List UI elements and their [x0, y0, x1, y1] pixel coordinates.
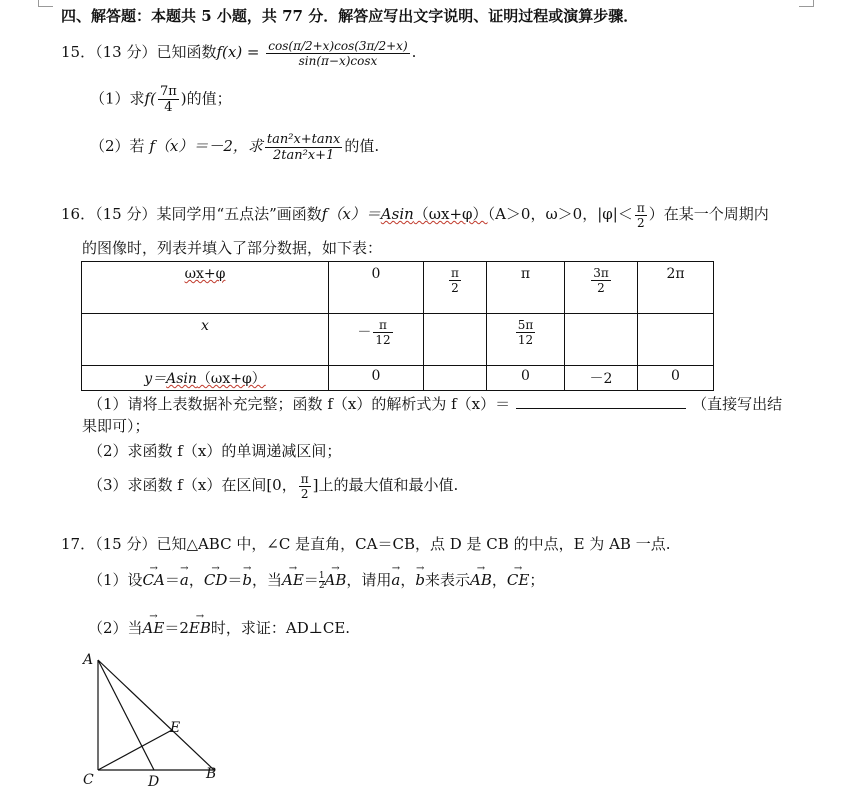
y-arg: （ωx+φ） — [196, 371, 266, 387]
label-B: B — [206, 766, 217, 782]
q15-p1-den: 4 — [164, 100, 173, 115]
eq: ＝ — [303, 571, 319, 589]
q16-part3 — [88, 470, 458, 501]
q15-p2-condition: f（x）＝－2，求 — [149, 137, 263, 155]
triangle-figure — [76, 648, 226, 793]
segment-AD — [98, 660, 154, 770]
comma: ， — [491, 571, 507, 589]
q16-cond-fraction — [635, 201, 647, 230]
frac-den: 2 — [451, 281, 459, 295]
label-A: A — [83, 652, 94, 668]
minus-sign: － — [357, 324, 372, 341]
table-header-x: x — [82, 314, 329, 366]
segment-CE — [98, 730, 172, 770]
table-header-y — [82, 366, 329, 391]
q15-p1-fraction — [158, 84, 179, 115]
q15-p2-den: 2tan²x+1 — [272, 147, 335, 163]
q15-part2 — [90, 130, 379, 163]
table-cell: 0 — [329, 366, 424, 391]
table-cell — [424, 262, 487, 314]
q16-part1 — [88, 394, 782, 414]
q15-f-eq: f(x) = — [216, 43, 265, 61]
table-row — [82, 262, 714, 314]
q15-p2-fraction — [265, 132, 342, 163]
vector-EB: → EB — [189, 618, 211, 638]
table-cell: 0 — [638, 366, 714, 391]
q16-stem-line1 — [61, 200, 769, 230]
vector-AB: → AB — [325, 566, 347, 594]
vector-AE: → AE — [143, 618, 165, 638]
vector-a: → a — [180, 566, 189, 594]
frac-3pi-2 — [591, 266, 611, 295]
frac-num: π — [451, 266, 459, 280]
q16-p3-a: （3）求函数 f（x）在区间[0， — [88, 476, 297, 494]
q16-cond: （A＞0，ω＞0，|φ|＜ — [487, 205, 633, 223]
table-cell: 2π — [638, 262, 714, 314]
table-cell: －2 — [565, 366, 638, 391]
page-corner-mark-right — [799, 0, 814, 7]
label-E: E — [170, 720, 181, 736]
q16-p3-b: ]上的最大值和最小值. — [312, 476, 459, 494]
q16-asin: Asin — [380, 205, 414, 223]
answer-blank[interactable] — [516, 394, 686, 409]
comma: ， — [188, 571, 204, 589]
q15-numerator: cos(π/2+x)cos(3π/2+x) — [268, 38, 408, 53]
frac-pi-12 — [373, 318, 392, 347]
q15-p2-num: tan²x+tanx — [266, 131, 341, 147]
vector-CD: → CD — [204, 566, 228, 594]
table-cell: π — [487, 262, 565, 314]
q15-p1-f: f( — [144, 89, 156, 108]
table-cell — [565, 314, 638, 366]
q17-p1-repr: 来表示 — [425, 571, 471, 589]
q17-p1-when: ，当 — [251, 571, 282, 589]
q16-cond-num: π — [636, 200, 645, 215]
eq: ＝ — [164, 571, 180, 589]
frac-num: 3π — [593, 266, 609, 280]
q15-part1 — [90, 84, 232, 115]
frac-den: 2 — [597, 281, 605, 295]
q16-part2: （2）求函数 f（x）的单调递减区间； — [88, 442, 342, 460]
table-cell — [565, 262, 638, 314]
semicolon: ； — [529, 571, 545, 589]
table-row — [82, 366, 714, 391]
side-AB — [98, 660, 214, 770]
frac-5pi-12 — [516, 318, 536, 347]
frac-num: π — [373, 318, 392, 333]
q15-p2-post: 的值. — [344, 137, 380, 155]
q15-p2-prefix: （2）若 — [90, 137, 145, 155]
table-cell: 0 — [329, 262, 424, 314]
q15-stem: 15．（13 分）已知函数f(x) = $\frac{\cos(\pi/2+x)\cos(3\pi/2+x)}{\sin(\pi-x)\cos x}$ . — [61, 38, 417, 68]
q15-denominator: sin(π−x)cosx — [298, 53, 378, 68]
q17-part2 — [88, 618, 350, 638]
label-D: D — [148, 774, 160, 790]
q15-p1-post: )的值； — [180, 89, 232, 108]
vector-AE: → AE — [282, 566, 304, 594]
q16-intro: 16．（15 分）某同学用“五点法”画函数 — [61, 205, 322, 223]
q16-p3-num: π — [300, 471, 309, 486]
table-cell — [638, 314, 714, 366]
frac-num: 5π — [517, 318, 534, 332]
q16-p1-a: （1）请将上表数据补充完整；函数 — [88, 395, 323, 413]
eq: ＝ — [227, 571, 243, 589]
q16-p1-c: f（x）＝ — [451, 395, 511, 413]
half-num: 1 — [318, 570, 325, 581]
table-cell: 0 — [487, 366, 565, 391]
frac-den: 12 — [375, 333, 391, 347]
q17-p1-req: ，请用 — [346, 571, 392, 589]
q17-p2-eq: ＝2 — [164, 619, 189, 637]
vector-CA: → CA — [143, 566, 165, 594]
comma: ， — [400, 571, 416, 589]
half-den: 2 — [318, 580, 325, 591]
q17-p2-b: 时，求证：AD⊥CE. — [210, 619, 351, 637]
vector-CE: → CE — [507, 566, 529, 594]
q16-tail: ）在某一个周期内 — [648, 205, 769, 223]
q16-p3-fraction — [299, 472, 311, 501]
q17-part1 — [88, 566, 544, 594]
q15-fraction — [266, 39, 409, 68]
omega-phi-label: ωx+φ — [184, 266, 226, 282]
table-cell — [424, 366, 487, 391]
vector-b: → b — [415, 566, 425, 594]
q16-part1-cont: 果即可）； — [82, 417, 150, 435]
frac-den: 12 — [517, 333, 534, 347]
q15-p1-prefix: （1）求 — [90, 89, 145, 108]
q16-p3-den: 2 — [300, 486, 309, 501]
vector-AB: → AB — [470, 566, 492, 594]
q16-arg: （ωx+φ） — [413, 205, 488, 223]
table-cell — [487, 314, 565, 366]
label-C: C — [83, 772, 94, 788]
q16-p1-d: （直接写出结 — [692, 395, 783, 413]
q17-p2-a: （2）当 — [88, 619, 143, 637]
vector-b: → b — [242, 566, 252, 594]
q16-f: f（x）＝ — [321, 205, 381, 223]
y-asin: Asin — [166, 371, 197, 387]
q17-p1-a: （1）设 — [88, 571, 143, 589]
table-cell — [329, 314, 424, 366]
q15-number: 15．（13 分）已知函数 — [61, 43, 217, 61]
table-header-omega — [82, 262, 329, 314]
page-corner-mark-left — [38, 0, 53, 7]
table-row — [82, 314, 714, 366]
q17-stem: 17．（15 分）已知△ABC 中，∠C 是直角，CA＝CB，点 D 是 CB 的中点，E 为 AB 一点. — [61, 535, 671, 553]
y-eq: y＝ — [144, 371, 167, 387]
section-title: 四、解答题：本题共 5 小题，共 77 分．解答应写出文字说明、证明过程或演算步骤． — [61, 7, 639, 25]
vector-a: → a — [391, 566, 400, 594]
five-point-table — [81, 261, 714, 391]
q16-stem-line2: 的图像时，列表并填入了部分数据，如下表： — [82, 239, 383, 257]
q15-p1-num: 7π — [159, 84, 177, 99]
frac-pi-2 — [449, 266, 461, 295]
table-cell — [424, 314, 487, 366]
q16-p1-b: f（x）的解析式为 — [327, 395, 447, 413]
q16-cond-den: 2 — [636, 215, 645, 230]
